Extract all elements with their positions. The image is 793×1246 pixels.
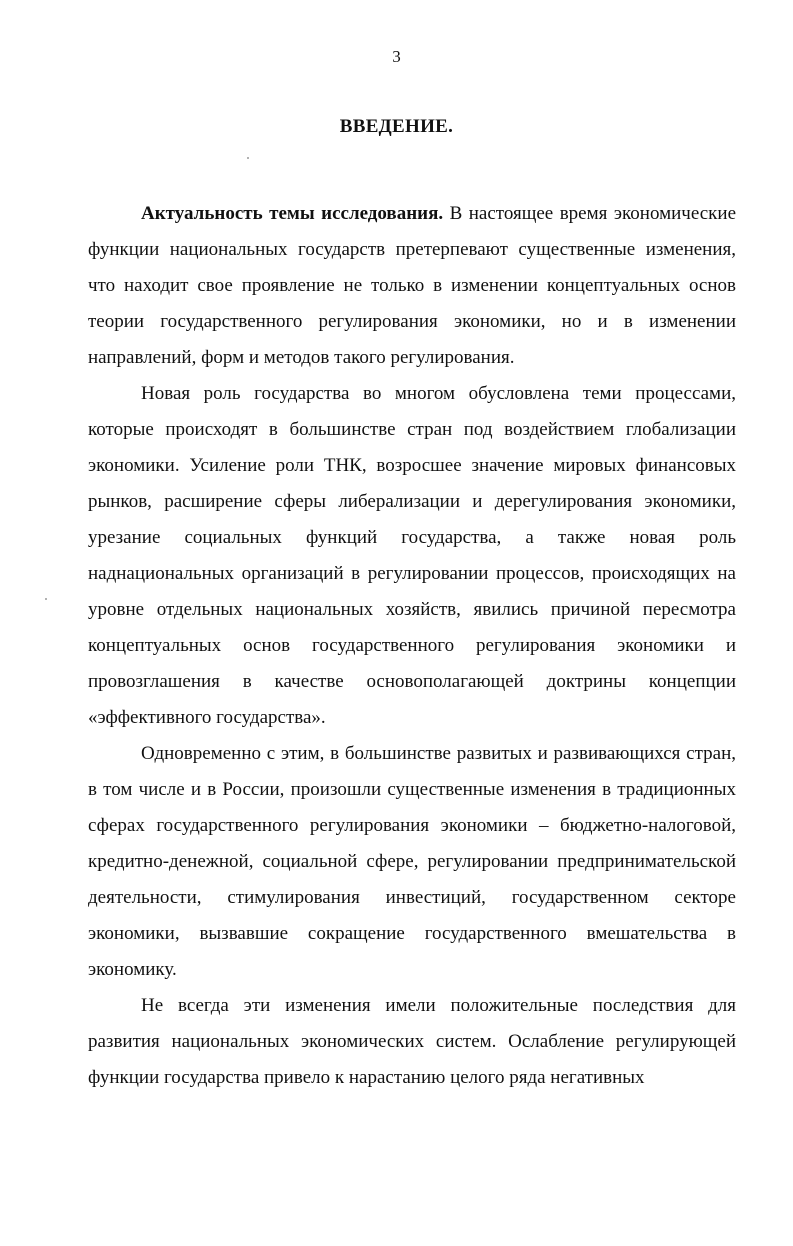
scan-speck xyxy=(45,598,47,600)
body-text xyxy=(88,196,736,1096)
paragraph-relevance xyxy=(88,196,736,376)
scan-speck xyxy=(247,157,249,159)
paragraph-changes: Одновременно с этим, в большинстве развитых и развивающихся стран, в том числе и в России, произошли существенные изменения в традиционных сферах государственного регулирования экономики – бюджетно-налоговой, кредитно-денежной, социальной сфере, регулировании предпринимательской деятельности, стимулирования инвестиций, государственном секторе экономики, вызвавшие сокращение государственного вмешательства в экономику. xyxy=(88,743,736,980)
page-number: 3 xyxy=(392,47,401,66)
page-title: ВВЕДЕНИЕ. xyxy=(339,116,454,137)
paragraph-consequences: Не всегда эти изменения имели положительные последствия для развития национальных экономических систем. Ослабление регулирующей функции государства привело к нарастанию целого ряда негативных xyxy=(88,995,736,1088)
paragraph-state-role: Новая роль государства во многом обусловлена теми процессами, которые происходят в большинстве стран под воздействием глобализации экономики. Усиление роли ТНК, возросшее значение мировых финансовых рынков, расширение сферы либерализации и дерегулирования экономики, урезание социальных функций государства, а также новая роль наднациональных организаций в регулировании процессов, происходящих на уровне отдельных национальных хозяйств, явились причиной пересмотра концептуальных основ государственного регулирования экономики и провозглашения в качестве основополагающей доктрины концепции «эффективного государства». xyxy=(88,383,736,728)
paragraph-text: В настоящее время экономические функции национальных государств претерпевают существенные изменения, что находит свое проявление не только в изменении концептуальных основ теории государственного регулирования экономики, но и в изменении направлений, форм и методов такого регулирования. xyxy=(88,203,736,368)
paragraph-lead: Актуальность темы исследования. xyxy=(141,203,444,224)
